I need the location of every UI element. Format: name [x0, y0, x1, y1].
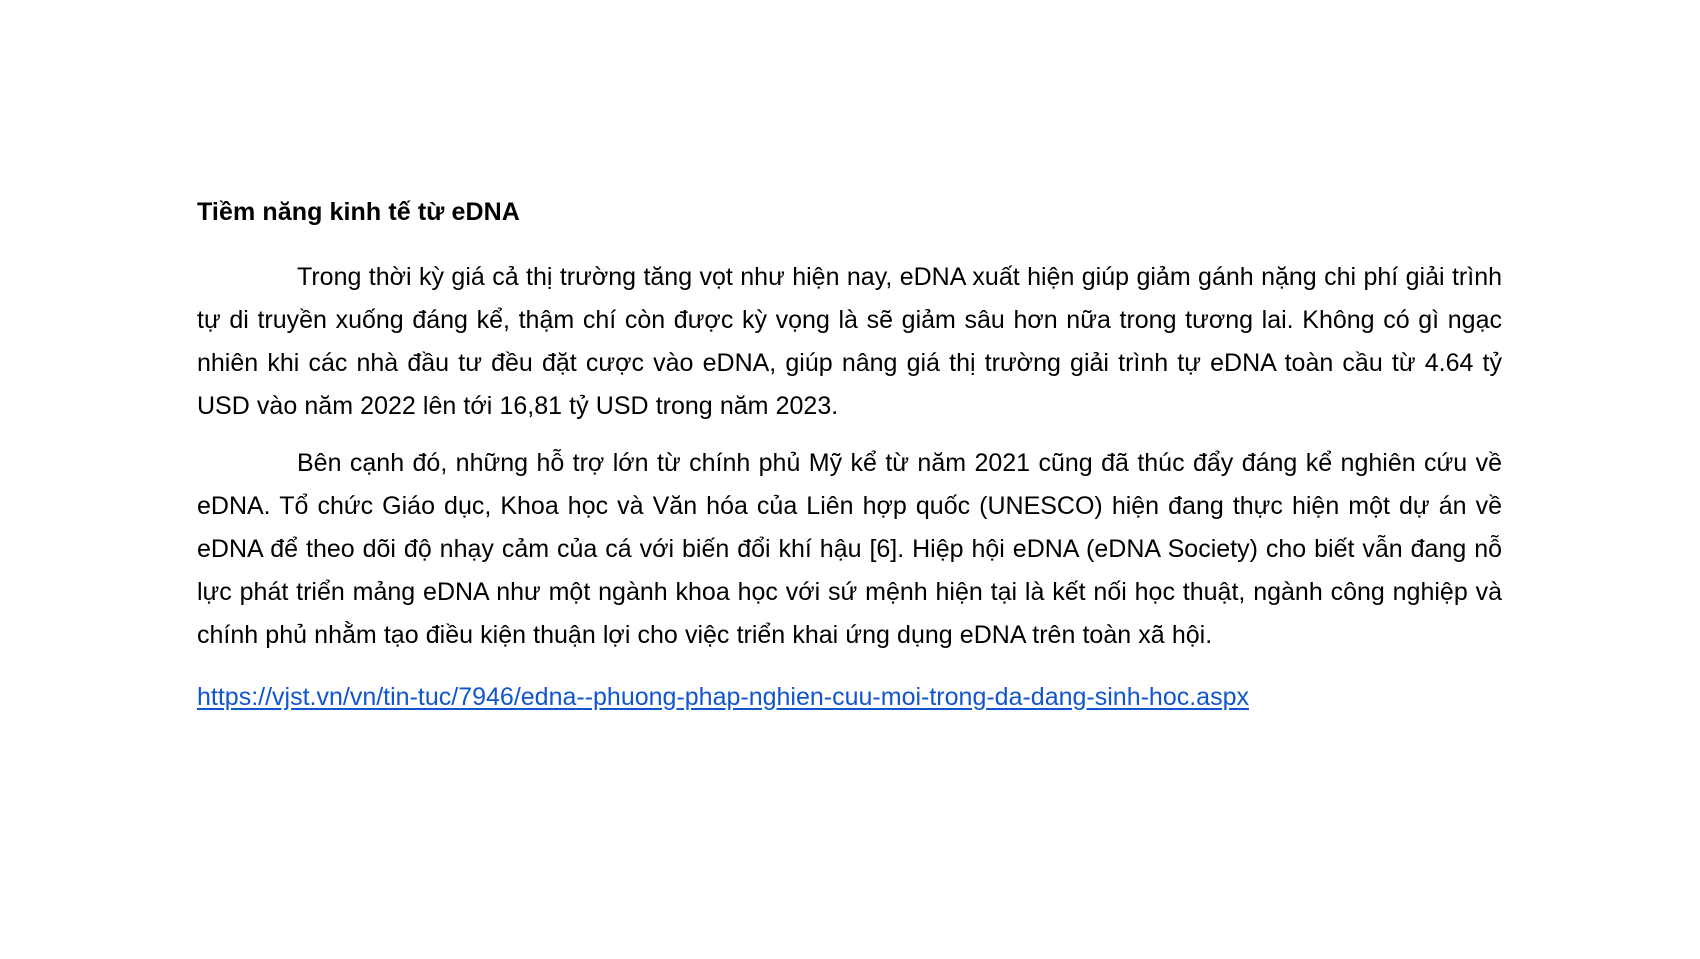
section-heading: Tiềm năng kinh tế từ eDNA: [197, 198, 520, 226]
source-link-container: [197, 677, 1502, 717]
paragraph-economic-potential: Trong thời kỳ giá cả thị trường tăng vọt như hiện nay, eDNA xuất hiện giúp giảm gánh nặng chi phí giải trình tự di truyền xuống đáng kể, thậm chí còn được kỳ vọng là sẽ giảm sâu hơn nữa trong tương lai. Không có gì ngạc nhiên khi các nhà đầu tư đều đặt cược vào eDNA, giúp nâng giá thị trường giải trình tự eDNA toàn cầu từ 4.64 tỷ USD vào năm 2022 lên tới 16,81 tỷ USD trong năm 2023.: [197, 262, 1502, 420]
paragraph-government-support: Bên cạnh đó, những hỗ trợ lớn từ chính phủ Mỹ kể từ năm 2021 cũng đã thúc đẩy đáng kể nghiên cứu về eDNA. Tổ chức Giáo dục, Khoa học và Văn hóa của Liên hợp quốc (UNESCO) hiện đang thực hiện một dự án về eDNA để theo dõi độ nhạy cảm của cá với biến đổi khí hậu [6]. Hiệp hội eDNA (eDNA Society) cho biết vẫn đang nỗ lực phát triển mảng eDNA như một ngành khoa học với sứ mệnh hiện tại là kết nối học thuật, ngành công nghiệp và chính phủ nhằm tạo điều kiện thuận lợi cho việc triển khai ứng dụng eDNA trên toàn xã hội.: [197, 448, 1502, 649]
document-body: [197, 196, 1502, 717]
source-link[interactable]: https://vjst.vn/vn/tin-tuc/7946/edna--phuong-phap-nghien-cuu-moi-trong-da-dang-sinh-hoc.aspx: [197, 682, 1249, 711]
